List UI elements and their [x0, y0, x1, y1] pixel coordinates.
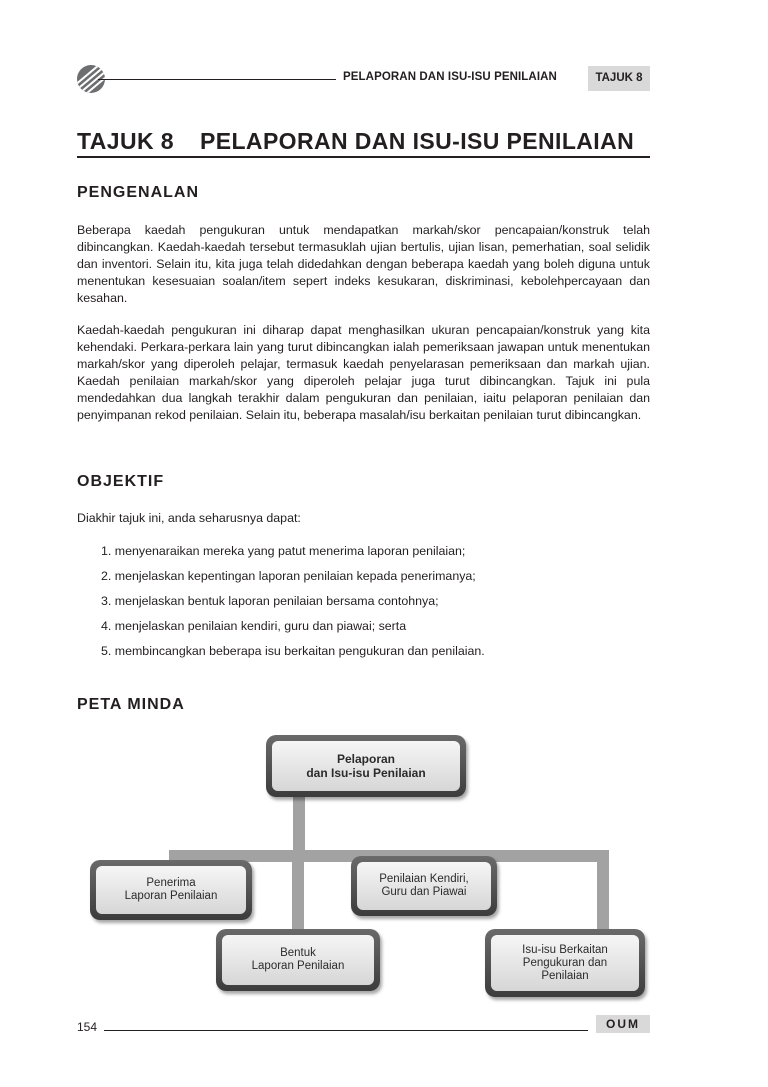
node-line: Guru dan Piawai — [381, 886, 467, 898]
node-line: Penerima — [146, 877, 196, 889]
node-line: Laporan Penilaian — [124, 890, 218, 902]
intro-paragraph-1: Beberapa kaedah pengukuran untuk mendapatkan markah/skor pencapaian/konstruk telah dibincangkan. Kaedah-kaedah tersebut termasuklah ujian bertulis, ujian lisan, pemerhatian, soal selidik dan inventori. Selain itu, kita juga telah didedahkan dengan beberapa kaedah yang boleh diguna untuk menentukan kesesuaian soalan/item sepert indeks kesukaran, diskriminasi, kebolehpercayaan dan kesahan. — [77, 223, 650, 305]
mind-map-node-bentuk — [216, 929, 380, 991]
mind-map-node-penerima — [90, 860, 252, 920]
objective-item: 5. membincangkan beberapa isu berkaitan pengukuran dan penilaian. — [101, 644, 485, 658]
objective-item: 4. menjelaskan penilaian kendiri, guru dan piawai; serta — [101, 619, 407, 633]
header-rule — [98, 79, 336, 80]
mind-map-node-kendiri — [351, 856, 497, 916]
objective-item: 3. menjelaskan bentuk laporan penilaian bersama contohnya; — [101, 594, 439, 608]
node-line: Isu-isu Berkaitan — [522, 943, 608, 956]
node-line: Pengukuran dan — [522, 956, 608, 969]
node-line: Penilaian Kendiri, — [379, 873, 469, 885]
node-line: Penilaian — [541, 969, 589, 982]
objective-intro: Diakhir tajuk ini, anda seharusnya dapat: — [77, 511, 301, 525]
objective-list — [101, 543, 485, 668]
node-line: Bentuk — [280, 947, 316, 959]
title-number: TAJUK 8 — [77, 128, 174, 154]
intro-heading: PENGENALAN — [77, 184, 200, 201]
title-text: PELAPORAN DAN ISU-ISU PENILAIAN — [200, 128, 635, 154]
footer-brand: OUM — [596, 1015, 650, 1033]
objective-heading: OBJEKTIF — [77, 473, 165, 490]
intro-paragraph-2: Kaedah-kaedah pengukuran ini diharap dapat menghasilkan ukuran pencapaian/konstruk yang kita kehendaki. Perkara-perkara lain yang turut dibincangkan ialah pemeriksaan jawapan untuk menentukan markah/skor yang diperoleh pelajar, termasuk kaedah penyelarasan pemeriksaan dan markah ujian. Kaedah penilaian markah/skor yang diperoleh pelajar juga turut dibincangkan. Tajuk ini pula mendedahkan dua langkah terakhir dalam pengukuran dan penilaian, iaitu pelaporan penilaian dan penyimpanan rekod penilaian. Selain itu, beberapa masalah/isu berkaitan penilaian turut dibincangkan. — [77, 323, 650, 422]
connector — [293, 792, 305, 858]
page-title — [77, 128, 634, 155]
objective-item: 2. menjelaskan kepentingan laporan penilaian kepada penerimanya; — [101, 569, 476, 583]
root-line: dan Isu-isu Penilaian — [306, 766, 426, 780]
page-number: 154 — [77, 1020, 98, 1034]
running-title: PELAPORAN DAN ISU-ISU PENILAIAN — [343, 71, 557, 83]
root-line: Pelaporan — [336, 752, 396, 766]
mind-map-root — [266, 735, 466, 797]
mind-map-heading: PETA MINDA — [77, 696, 185, 713]
node-line: Laporan Penilaian — [251, 960, 345, 972]
mind-map-node-isu — [485, 929, 645, 997]
objective-item: 1. menyenaraikan mereka yang patut menerima laporan penilaian; — [101, 544, 466, 558]
footer-rule — [104, 1030, 588, 1031]
title-underline — [77, 156, 650, 158]
chapter-tag: TAJUK 8 — [588, 66, 650, 91]
